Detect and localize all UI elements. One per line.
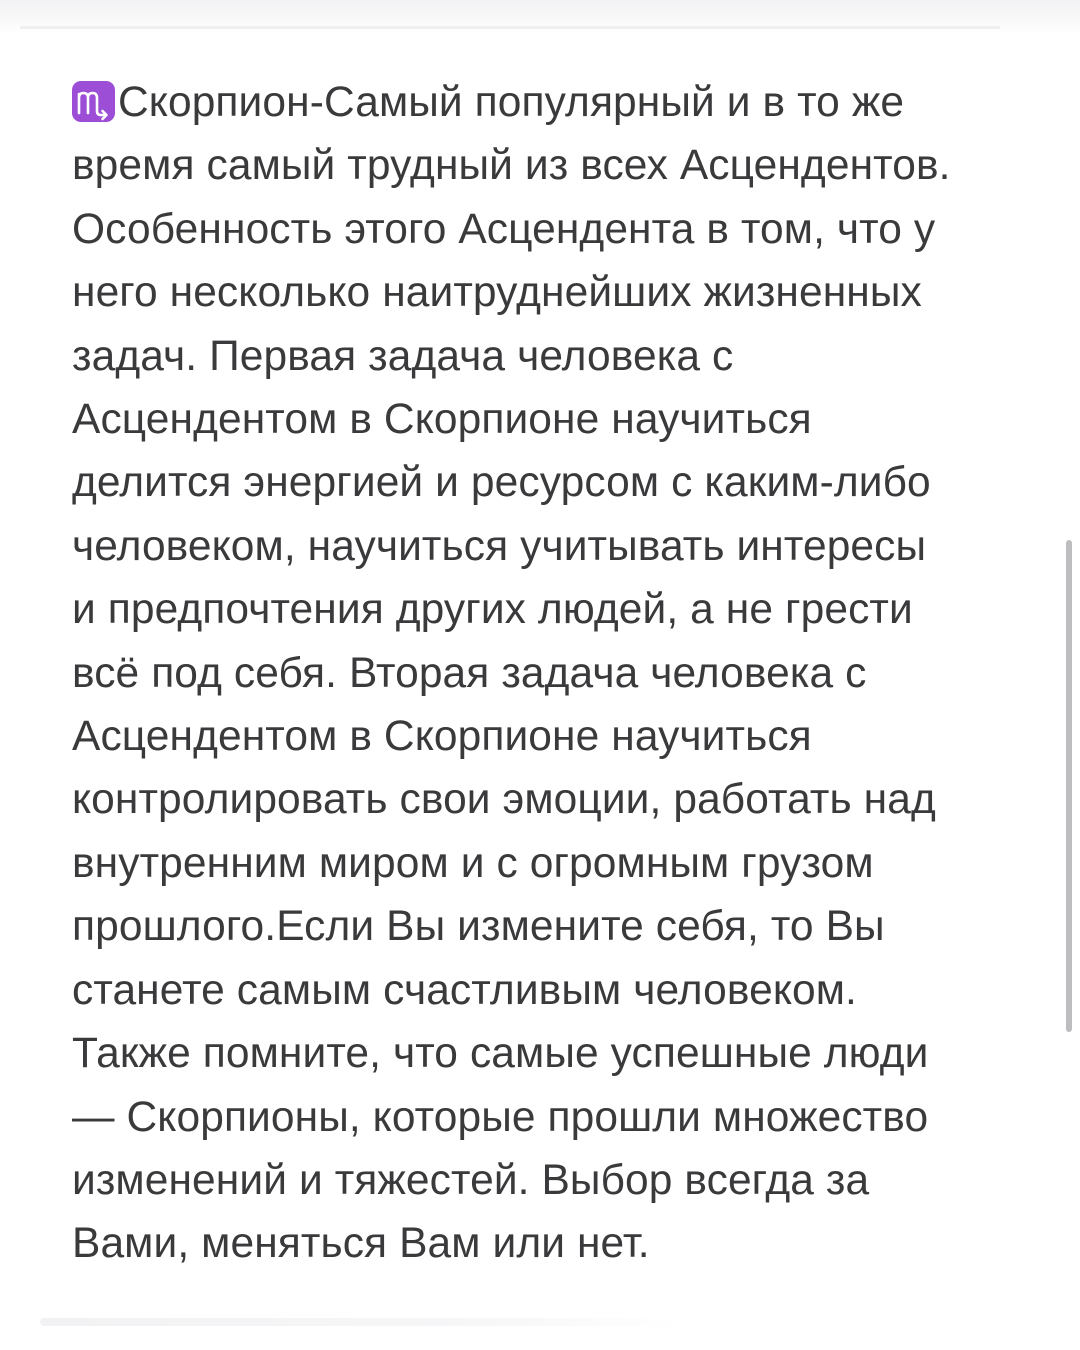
article-line: делится энергией и ресурсом с каким-либо: [72, 459, 931, 507]
article-line: время самый трудный из всех Асцендентов.: [72, 142, 951, 190]
article-line: станете самым счастливым человеком.: [72, 966, 857, 1014]
article-line: [72, 71, 1012, 134]
article-line: всё под себя. Вторая задача человека с: [72, 649, 867, 697]
article-line: него несколько наитруднейших жизненных: [72, 269, 922, 317]
article-line: Также помните, что самые успешные люди: [72, 1030, 929, 1078]
article-line: прошлого.Если Вы измените себя, то Вы: [72, 903, 885, 951]
article-line: и предпочтения других людей, а не грести: [72, 586, 913, 634]
article-line: Особенность этого Асцендента в том, что у: [72, 205, 936, 253]
article-line-text: Скорпион-Самый популярный и в то же: [118, 79, 905, 126]
top-fade: [0, 0, 1080, 34]
article-line: внутренним миром и с огромным грузом: [72, 839, 874, 887]
article-line: Вами, меняться Вам или нет.: [72, 1220, 650, 1268]
article-line: изменений и тяжестей. Выбор всегда за: [72, 1156, 870, 1204]
article-line: — Скорпионы, которые прошли множество: [72, 1093, 929, 1141]
article-line: контролировать свои эмоции, работать над: [72, 776, 936, 824]
bottom-fade: [40, 1318, 680, 1326]
vertical-scrollbar[interactable]: [1066, 540, 1072, 1032]
article-line: задач. Первая задача человека с: [72, 332, 734, 380]
article-line: человеком, научиться учитывать интересы: [72, 522, 927, 570]
article-line: Асцендентом в Скорпионе научиться: [72, 396, 812, 444]
article-text: [72, 71, 1012, 1276]
article-line: Асцендентом в Скорпионе научиться: [72, 713, 812, 761]
scorpio-zodiac-icon: [72, 81, 115, 122]
